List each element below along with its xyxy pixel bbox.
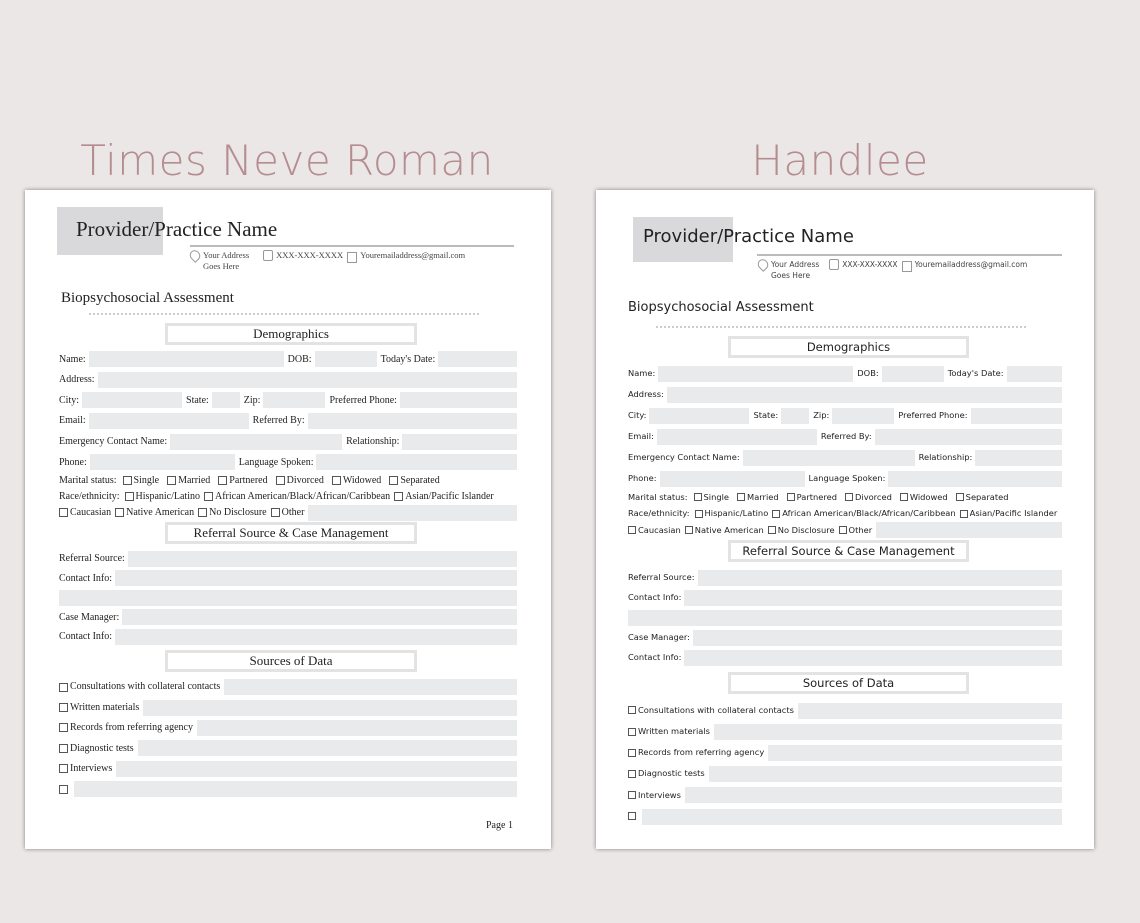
- font-label-left: Times Neve Roman: [80, 136, 494, 185]
- checkbox-label: Asian/Pacific Islander: [405, 491, 494, 503]
- referred-by-input[interactable]: [875, 429, 1062, 445]
- field-label: Case Manager:: [59, 611, 120, 623]
- checkbox[interactable]: [900, 493, 908, 501]
- checkbox-option[interactable]: [59, 763, 112, 775]
- checkbox-label: Diagnostic tests: [70, 742, 134, 754]
- preferred-phone-input[interactable]: [400, 392, 517, 408]
- form-row: [59, 489, 517, 505]
- checkbox-label: Single: [703, 491, 730, 502]
- field-label: Language Spoken:: [808, 472, 886, 483]
- case-manager-input[interactable]: [693, 630, 1062, 646]
- field-label: Race/ethnicity:: [628, 508, 690, 519]
- dotted-divider: [656, 326, 1026, 328]
- form-row: [628, 426, 1062, 447]
- field-label: Case Manager:: [628, 632, 690, 643]
- location-pin-icon: [756, 257, 771, 272]
- address-block: [758, 259, 819, 281]
- form-row: [59, 411, 517, 432]
- checkbox-label: Written materials: [638, 726, 711, 737]
- email-input[interactable]: [657, 429, 817, 445]
- field-label: Emergency Contact Name:: [628, 451, 740, 462]
- checkbox-option[interactable]: [59, 783, 70, 795]
- other-race-input[interactable]: [876, 522, 1062, 538]
- address-line2: Goes Here: [771, 271, 811, 280]
- section-heading: Sources of Data: [728, 672, 969, 694]
- section-heading: Referral Source & Case Management: [728, 540, 969, 562]
- field-label: Race/ethnicity:: [59, 491, 120, 503]
- form-row: [628, 522, 1062, 539]
- form-row: [59, 677, 517, 697]
- checkbox-label: Interviews: [70, 763, 113, 774]
- source-detail-input[interactable]: [798, 703, 1062, 719]
- demographics-fields: [628, 363, 1062, 539]
- checkbox-option[interactable]: [628, 812, 638, 822]
- page-number: Page 1: [486, 820, 513, 831]
- checkbox-option[interactable]: [394, 491, 494, 503]
- checkbox-label: Consultations with collateral contacts: [638, 704, 794, 715]
- form-row: [628, 648, 1062, 668]
- font-label-right: Handlee: [751, 136, 929, 185]
- assessment-title: Biopsychosocial Assessment: [61, 290, 234, 306]
- checkbox-option[interactable]: [694, 493, 730, 503]
- checkbox[interactable]: [845, 493, 853, 501]
- relationship-input[interactable]: [402, 434, 517, 450]
- checkbox-option[interactable]: [628, 748, 764, 758]
- dotted-divider: [89, 313, 479, 315]
- form-row: [59, 473, 517, 489]
- field-label: Referral Source:: [628, 572, 695, 583]
- field-label: Contact Info:: [628, 592, 682, 603]
- field-label: Today's Date:: [947, 367, 1004, 378]
- field-label: Referred By:: [252, 415, 305, 427]
- emergency-contact-input[interactable]: [743, 450, 915, 466]
- checkbox[interactable]: [787, 493, 795, 501]
- todays-date-input[interactable]: [1007, 366, 1062, 382]
- preferred-phone-input[interactable]: [971, 408, 1063, 424]
- checkbox-option[interactable]: [628, 727, 710, 737]
- checkbox[interactable]: [59, 785, 68, 794]
- checkbox[interactable]: [59, 723, 68, 732]
- form-row: [59, 452, 517, 473]
- form-row: [628, 806, 1062, 827]
- state-input[interactable]: [781, 408, 809, 424]
- checkbox-label: Married: [747, 491, 779, 502]
- field-label: Marital status:: [59, 474, 117, 486]
- field-label: Name:: [628, 367, 656, 378]
- form-row: [59, 627, 517, 647]
- checkbox[interactable]: [389, 476, 398, 485]
- checkbox-option[interactable]: [125, 491, 200, 503]
- checkbox[interactable]: [59, 683, 68, 692]
- checkbox-label: Caucasian: [638, 524, 681, 535]
- language-input[interactable]: [316, 454, 517, 470]
- checkbox[interactable]: [59, 764, 68, 773]
- field-label: Email:: [59, 415, 86, 427]
- checkbox-option[interactable]: [271, 507, 305, 519]
- contact-info-input[interactable]: [115, 570, 517, 586]
- checkbox-option[interactable]: [839, 526, 873, 536]
- checkbox-option[interactable]: [737, 493, 779, 503]
- field-label: State:: [186, 394, 209, 406]
- source-detail-input[interactable]: [768, 745, 1062, 761]
- checkbox-option[interactable]: [59, 702, 139, 714]
- contact-info-bar: [758, 259, 1027, 281]
- form-row: [628, 384, 1062, 405]
- dob-input[interactable]: [315, 351, 377, 367]
- checkbox-option[interactable]: [218, 475, 267, 487]
- checkbox[interactable]: [839, 526, 847, 534]
- checkbox[interactable]: [628, 749, 636, 757]
- checkbox-label: Consultations with collateral contacts: [70, 681, 221, 693]
- checkbox-label: No Disclosure: [777, 524, 835, 535]
- form-row: [59, 718, 517, 738]
- source-detail-input[interactable]: [74, 781, 517, 797]
- source-detail-input[interactable]: [138, 740, 517, 756]
- name-input[interactable]: [89, 351, 284, 367]
- emergency-contact-input[interactable]: [170, 434, 342, 450]
- contact-info-input[interactable]: [684, 590, 1062, 606]
- form-row: [628, 700, 1062, 721]
- form-row: [59, 738, 517, 758]
- checkbox-label: Records from referring agency: [70, 722, 193, 734]
- sources-of-data-fields: [59, 677, 517, 799]
- form-row: [59, 608, 517, 628]
- field-label: Address:: [628, 388, 664, 399]
- form-row: [628, 721, 1062, 742]
- practice-name: Provider/Practice Name: [643, 226, 854, 247]
- form-row: [59, 549, 517, 569]
- form-row: [628, 506, 1062, 523]
- checkbox-option[interactable]: [845, 493, 892, 503]
- checkbox-option[interactable]: [900, 493, 948, 503]
- checkbox[interactable]: [198, 508, 207, 517]
- practice-name: Provider/Practice Name: [76, 217, 278, 241]
- relationship-input[interactable]: [975, 450, 1062, 466]
- form-row: [628, 588, 1062, 608]
- field-label: DOB:: [857, 367, 879, 378]
- name-input[interactable]: [658, 366, 853, 382]
- form-page-handlee: [596, 190, 1094, 849]
- checkbox[interactable]: [115, 508, 124, 517]
- email-block: [902, 259, 1028, 281]
- checkbox-label: Interviews: [638, 789, 681, 800]
- referral-source-input[interactable]: [698, 570, 1062, 586]
- field-label: Referred By:: [820, 430, 872, 441]
- checkbox-label: Divorced: [855, 491, 892, 502]
- source-detail-input[interactable]: [642, 809, 1062, 825]
- address-text: [771, 259, 819, 281]
- checkbox[interactable]: [695, 510, 703, 518]
- field-label: Emergency Contact Name:: [59, 435, 168, 447]
- phone-text: XXX-XXX-XXXX: [276, 250, 344, 260]
- checkbox-option[interactable]: [685, 526, 764, 536]
- envelope-icon: [902, 261, 912, 272]
- checkbox-option[interactable]: [628, 791, 681, 801]
- todays-date-input[interactable]: [438, 351, 517, 367]
- phone-input[interactable]: [90, 454, 235, 470]
- field-label: Contact Info:: [628, 652, 682, 663]
- form-row: [628, 568, 1062, 588]
- checkbox-label: Separated: [965, 491, 1009, 502]
- checkbox-option[interactable]: [695, 509, 769, 519]
- form-row: [628, 405, 1062, 426]
- checkbox-label: Hispanic/Latino: [704, 508, 769, 519]
- form-row: [59, 697, 517, 717]
- checkbox-option[interactable]: [59, 743, 134, 755]
- field-label: Zip:: [243, 394, 261, 406]
- email-text: Youremailaddress@gmail.com: [360, 250, 466, 260]
- phone-icon: [263, 250, 273, 261]
- form-row: [628, 363, 1062, 384]
- phone-block: [829, 259, 897, 281]
- address-line1: Your Address: [771, 260, 820, 269]
- checkbox-option[interactable]: [59, 722, 193, 734]
- checkbox-label: Married: [178, 474, 211, 486]
- checkbox-label: Widowed: [342, 474, 382, 486]
- contact-info-extra-input[interactable]: [59, 590, 517, 606]
- phone-icon: [829, 259, 839, 270]
- checkbox-label: Partnered: [796, 491, 837, 502]
- header-rule: [190, 245, 514, 247]
- checkbox[interactable]: [123, 476, 132, 485]
- checkbox-option[interactable]: [960, 509, 1058, 519]
- checkbox-label: African American/Black/African/Caribbean: [782, 508, 956, 519]
- form-row: [628, 785, 1062, 806]
- checkbox[interactable]: [628, 526, 636, 534]
- checkbox[interactable]: [204, 492, 213, 501]
- contact-info-extra-input[interactable]: [628, 610, 1062, 626]
- sources-of-data-fields: [628, 700, 1062, 827]
- checkbox[interactable]: [167, 476, 176, 485]
- checkbox[interactable]: [59, 744, 68, 753]
- checkbox-option[interactable]: [123, 475, 160, 487]
- checkbox-label: Records from referring agency: [638, 747, 765, 758]
- demographics-fields: [59, 349, 517, 521]
- checkbox-option[interactable]: [768, 526, 835, 536]
- checkbox[interactable]: [694, 493, 702, 501]
- checkbox-label: Native American: [694, 524, 764, 535]
- city-input[interactable]: [649, 408, 749, 424]
- checkbox[interactable]: [960, 510, 968, 518]
- field-label: Language Spoken:: [238, 456, 314, 468]
- case-manager-contact-input[interactable]: [684, 650, 1062, 666]
- form-row: [59, 779, 517, 799]
- referral-fields: [628, 568, 1062, 668]
- checkbox-label: African American/Black/African/Caribbean: [214, 491, 391, 503]
- form-row: [628, 447, 1062, 468]
- address-input[interactable]: [98, 372, 517, 388]
- field-label: City:: [628, 409, 647, 420]
- checkbox[interactable]: [628, 706, 636, 714]
- field-label: DOB:: [287, 353, 312, 365]
- checkbox[interactable]: [768, 526, 776, 534]
- checkbox[interactable]: [737, 493, 745, 501]
- checkbox-option[interactable]: [332, 475, 381, 487]
- source-detail-input[interactable]: [224, 679, 517, 695]
- contact-info-bar: [190, 250, 465, 272]
- checkbox-option[interactable]: [59, 507, 111, 519]
- checkbox[interactable]: [628, 812, 636, 820]
- field-label: Phone:: [628, 472, 657, 483]
- checkbox[interactable]: [628, 770, 636, 778]
- form-row: [59, 390, 517, 411]
- zip-input[interactable]: [263, 392, 325, 408]
- checkbox-label: Other: [848, 524, 873, 535]
- form-row: [628, 764, 1062, 785]
- source-detail-input[interactable]: [197, 720, 517, 736]
- field-label: Name:: [59, 353, 86, 365]
- dob-input[interactable]: [882, 366, 944, 382]
- checkbox-option[interactable]: [628, 526, 681, 536]
- checkbox[interactable]: [332, 476, 341, 485]
- checkbox-label: Caucasian: [70, 507, 112, 519]
- checkbox[interactable]: [628, 728, 636, 736]
- field-label: State:: [753, 409, 779, 420]
- form-row: [59, 588, 517, 608]
- checkbox-label: Other: [281, 507, 305, 519]
- checkbox[interactable]: [628, 791, 636, 799]
- field-label: Zip:: [813, 409, 830, 420]
- field-label: Address:: [59, 374, 95, 386]
- section-heading: Demographics: [728, 336, 969, 358]
- checkbox-option[interactable]: [115, 507, 194, 519]
- case-manager-input[interactable]: [122, 609, 517, 625]
- email-text: Youremailaddress@gmail.com: [914, 260, 1028, 269]
- address-line1: Your Address: [203, 250, 250, 260]
- checkbox-option[interactable]: [59, 681, 220, 693]
- checkbox-option[interactable]: [276, 475, 324, 487]
- checkbox[interactable]: [125, 492, 134, 501]
- assessment-title: Biopsychosocial Assessment: [628, 300, 814, 315]
- referral-fields: [59, 549, 517, 647]
- field-label: Preferred Phone:: [898, 409, 968, 420]
- section-heading: Sources of Data: [165, 650, 417, 672]
- checkbox[interactable]: [218, 476, 227, 485]
- state-input[interactable]: [212, 392, 240, 408]
- checkbox[interactable]: [271, 508, 280, 517]
- field-label: Contact Info:: [59, 631, 113, 642]
- email-input[interactable]: [89, 413, 249, 429]
- checkbox-label: Diagnostic tests: [638, 768, 705, 779]
- form-row: [628, 489, 1062, 506]
- zip-input[interactable]: [832, 408, 894, 424]
- field-label: Phone:: [59, 456, 87, 468]
- city-input[interactable]: [82, 392, 182, 408]
- referred-by-input[interactable]: [308, 413, 517, 429]
- source-detail-input[interactable]: [709, 766, 1062, 782]
- section-heading: Referral Source & Case Management: [165, 522, 417, 544]
- referral-source-input[interactable]: [128, 551, 517, 567]
- field-label: Relationship:: [346, 435, 400, 447]
- field-label: Today's Date:: [380, 353, 436, 365]
- source-detail-input[interactable]: [685, 787, 1062, 803]
- checkbox-label: Widowed: [909, 491, 948, 502]
- form-row: [628, 742, 1062, 763]
- form-row: [59, 349, 517, 370]
- checkbox-option[interactable]: [628, 706, 794, 716]
- checkbox[interactable]: [685, 526, 693, 534]
- form-row: [59, 370, 517, 391]
- checkbox[interactable]: [956, 493, 964, 501]
- phone-block: [263, 250, 343, 272]
- form-row: [59, 569, 517, 589]
- source-detail-input[interactable]: [714, 724, 1062, 740]
- checkbox-option[interactable]: [204, 491, 390, 503]
- form-row: [628, 468, 1062, 489]
- section-heading: Demographics: [165, 323, 417, 345]
- form-row: [628, 608, 1062, 628]
- field-label: City:: [59, 394, 80, 406]
- source-detail-input[interactable]: [143, 700, 517, 716]
- address-text: [203, 250, 249, 272]
- checkbox-option[interactable]: [389, 475, 439, 487]
- checkbox-label: Written materials: [70, 701, 140, 713]
- address-line2: Goes Here: [203, 261, 240, 271]
- checkbox[interactable]: [59, 703, 68, 712]
- form-row: [59, 759, 517, 779]
- checkbox-label: Hispanic/Latino: [135, 491, 200, 503]
- checkbox[interactable]: [59, 508, 68, 517]
- form-row: [628, 628, 1062, 648]
- checkbox-option[interactable]: [628, 769, 705, 779]
- checkbox-option[interactable]: [787, 493, 837, 503]
- case-manager-contact-input[interactable]: [115, 629, 517, 645]
- email-block: [347, 250, 465, 272]
- field-label: Preferred Phone:: [329, 394, 397, 406]
- form-page-times: [25, 190, 551, 849]
- field-label: Referral Source:: [59, 553, 125, 564]
- phone-input[interactable]: [660, 471, 805, 487]
- envelope-icon: [347, 252, 357, 263]
- checkbox-label: Divorced: [286, 474, 324, 486]
- other-race-input[interactable]: [308, 505, 517, 521]
- checkbox-option[interactable]: [198, 507, 267, 519]
- form-row: [59, 431, 517, 452]
- source-detail-input[interactable]: [116, 761, 517, 777]
- checkbox[interactable]: [394, 492, 403, 501]
- address-block: [190, 250, 249, 272]
- field-label: Contact Info:: [59, 572, 113, 584]
- checkbox-label: Partnered: [229, 474, 268, 486]
- language-input[interactable]: [888, 471, 1062, 487]
- form-row: [59, 505, 517, 521]
- checkbox-label: Separated: [400, 474, 440, 486]
- phone-text: XXX-XXX-XXXX: [842, 260, 898, 269]
- checkbox[interactable]: [772, 510, 780, 518]
- checkbox-label: Native American: [126, 507, 195, 519]
- location-pin-icon: [188, 248, 203, 263]
- checkbox-option[interactable]: [956, 493, 1009, 503]
- checkbox[interactable]: [276, 476, 285, 485]
- header-rule: [757, 254, 1062, 256]
- field-label: Email:: [628, 430, 654, 441]
- checkbox-label: Single: [133, 474, 160, 486]
- checkbox-label: Asian/Pacific Islander: [969, 508, 1058, 519]
- address-input[interactable]: [667, 387, 1062, 403]
- checkbox-label: No Disclosure: [209, 507, 267, 519]
- checkbox-option[interactable]: [167, 475, 210, 487]
- field-label: Marital status:: [628, 491, 688, 502]
- checkbox-option[interactable]: [772, 509, 955, 519]
- field-label: Relationship:: [918, 451, 973, 462]
